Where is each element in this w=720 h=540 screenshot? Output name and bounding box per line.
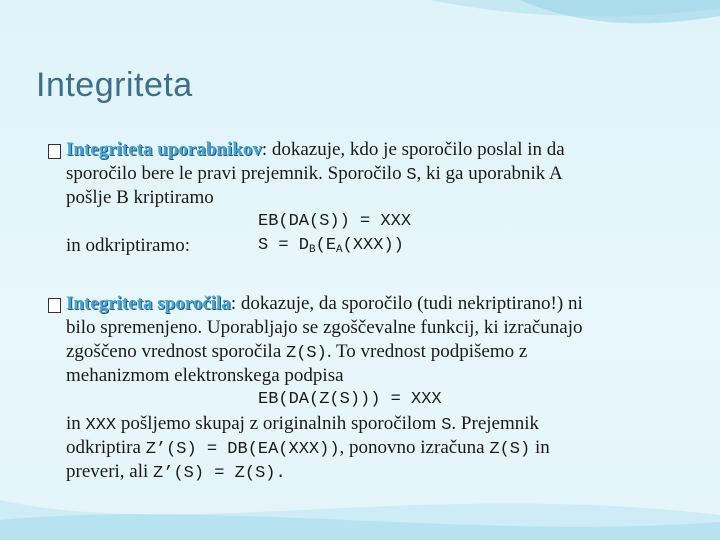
section1-line1: Integriteta uporabnikov: dokazuje, kdo je sporočilo poslal in da bbox=[66, 139, 565, 160]
section1-line4: in odkriptiramo: bbox=[66, 235, 191, 256]
section2-line2: bilo spremenjeno. Uporabljajo se zgoščevalne funkcij, ki izračunajo bbox=[66, 317, 583, 338]
section2-line7: preveri, ali Z’(S) = Z(S). bbox=[66, 461, 286, 483]
section2-line1: Integriteta sporočila: dokazuje, da sporočilo (tudi nekriptirano!) ni bbox=[66, 293, 583, 314]
bullet-2-icon bbox=[48, 298, 61, 313]
section1-line3: pošlje B kriptiramo bbox=[66, 187, 214, 208]
bullet-1-icon bbox=[48, 144, 61, 159]
section2-line4: mehanizmom elektronskega podpisa bbox=[66, 365, 344, 386]
section1-line2: sporočilo bere le pravi prejemnik. Sporočilo S, ki ga uporabnik A bbox=[66, 163, 563, 185]
section2-formula: EB(DA(Z(S))) = XXX bbox=[258, 390, 442, 409]
section2-heading: Integriteta sporočila bbox=[66, 293, 231, 314]
section2-line6: odkriptira Z’(S) = DB(EA(XXX)), ponovno izračuna Z(S) in bbox=[66, 437, 550, 459]
top-wave-decoration bbox=[0, 0, 720, 40]
section1-formula2: $S = D_B(E_A(XXX))$ bbox=[258, 236, 404, 256]
section2-line3: zgoščeno vrednost sporočila Z(S). To vrednost podpišemo z bbox=[66, 341, 528, 363]
section2-line5: in XXX pošljemo skupaj z originalnih sporočilom S. Prejemnik bbox=[66, 413, 540, 435]
section1-formula1: EB(DA(S)) = XXX bbox=[258, 212, 412, 231]
section1-heading: Integriteta uporabnikov bbox=[66, 139, 262, 160]
slide-title: Integriteta bbox=[36, 66, 193, 104]
